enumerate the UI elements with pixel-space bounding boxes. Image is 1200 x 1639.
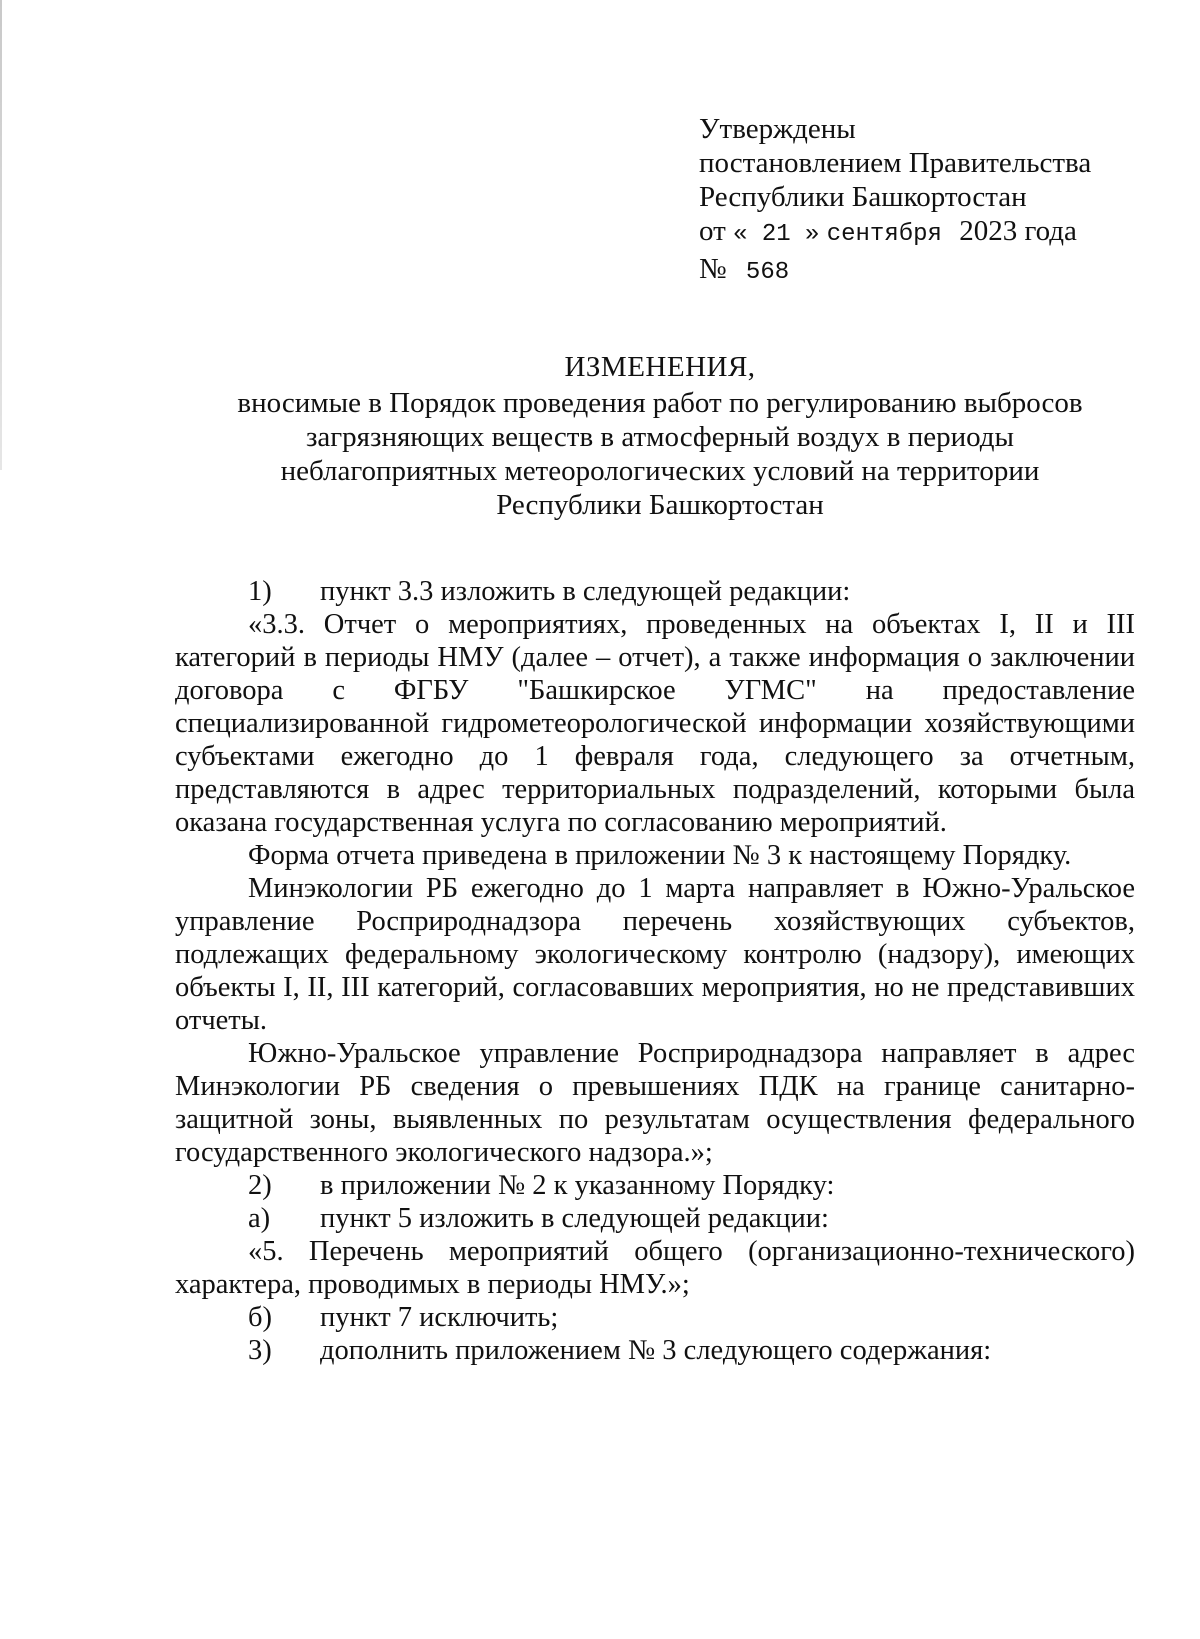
item-text: пункт 5 изложить в следующей редакции:: [320, 1203, 829, 1234]
date-day: « 21 »: [733, 221, 820, 248]
title-line: загрязняющих веществ в атмосферный воздух в периоды: [305, 421, 1015, 453]
item-number: б): [248, 1302, 272, 1333]
document-body: [175, 575, 1135, 1367]
approval-date: [699, 214, 1091, 252]
approval-number: [699, 252, 1091, 290]
paragraph-minecology: Минэкологии РБ ежегодно до 1 марта направляет в Южно-Уральское управление Росприроднадзора перечень хозяйствующих субъектов, подлежащих федеральному экологическому контролю (надзору), имеющих объекты I, II, III категорий, согласовавших мероприятия, но не представивших отчеты.: [175, 873, 1135, 1036]
date-prefix: от: [699, 215, 726, 247]
approval-line: Утверждены: [699, 113, 856, 145]
scan-edge: [0, 0, 2, 470]
list-item: [175, 1334, 1135, 1367]
list-item: [175, 1169, 1135, 1202]
item-number: 2): [248, 1170, 272, 1201]
item-number: 3): [248, 1335, 272, 1366]
approval-line: Республики Башкортостан: [699, 181, 1027, 213]
date-year: 2023 года: [959, 215, 1077, 247]
decree-number: 568: [745, 259, 790, 286]
list-item: [175, 1202, 1135, 1235]
title-heading: ИЗМЕНЕНИЯ,: [564, 351, 756, 383]
list-item: [175, 1301, 1135, 1334]
paragraph-rosprirodnadzor: Южно-Уральское управление Росприроднадзора направляет в адрес Минэкологии РБ сведения о превышениях ПДК на границе санитарно-защитной зоны, выявленных по результатам осуществления федерального государственного экологического надзора.»;: [175, 1038, 1135, 1168]
number-sign: №: [699, 253, 727, 285]
item-number: 1): [248, 576, 272, 607]
approval-line: постановлением Правительства: [699, 147, 1092, 179]
item-text: дополнить приложением № 3 следующего содержания:: [320, 1335, 992, 1366]
item-text: пункт 7 исключить;: [320, 1302, 559, 1333]
list-item: [175, 575, 1135, 608]
document-title: [170, 350, 1150, 522]
paragraph-3-3: «3.3. Отчет о мероприятиях, проведенных на объектах I, II и III категорий в периоды НМУ (далее – отчет), а также информация о заключении договора с ФГБУ "Башкирское УГМС" на предоставление специализированной гидрометеорологической информации хозяйствующими субъектами ежегодно до 1 февраля года, следующего за отчетным, представляются в адрес территориальных подразделений, которыми была оказана государственная услуга по согласованию мероприятий.: [175, 609, 1135, 838]
paragraph-form: Форма отчета приведена в приложении № 3 к настоящему Порядку.: [248, 840, 1072, 871]
title-line: Республики Башкортостан: [496, 489, 824, 521]
item-number: а): [248, 1203, 271, 1234]
approval-stamp: [699, 112, 1091, 290]
title-line: вносимые в Порядок проведения работ по регулированию выбросов: [237, 387, 1083, 419]
item-text: пункт 3.3 изложить в следующей редакции:: [320, 576, 851, 607]
date-month: сентября: [826, 221, 942, 248]
paragraph-5: «5. Перечень мероприятий общего (организационно-технического) характера, проводимых в периоды НМУ.»;: [175, 1236, 1135, 1300]
item-text: в приложении № 2 к указанному Порядку:: [320, 1170, 835, 1201]
title-line: неблагоприятных метеорологических условий на территории: [280, 455, 1040, 487]
